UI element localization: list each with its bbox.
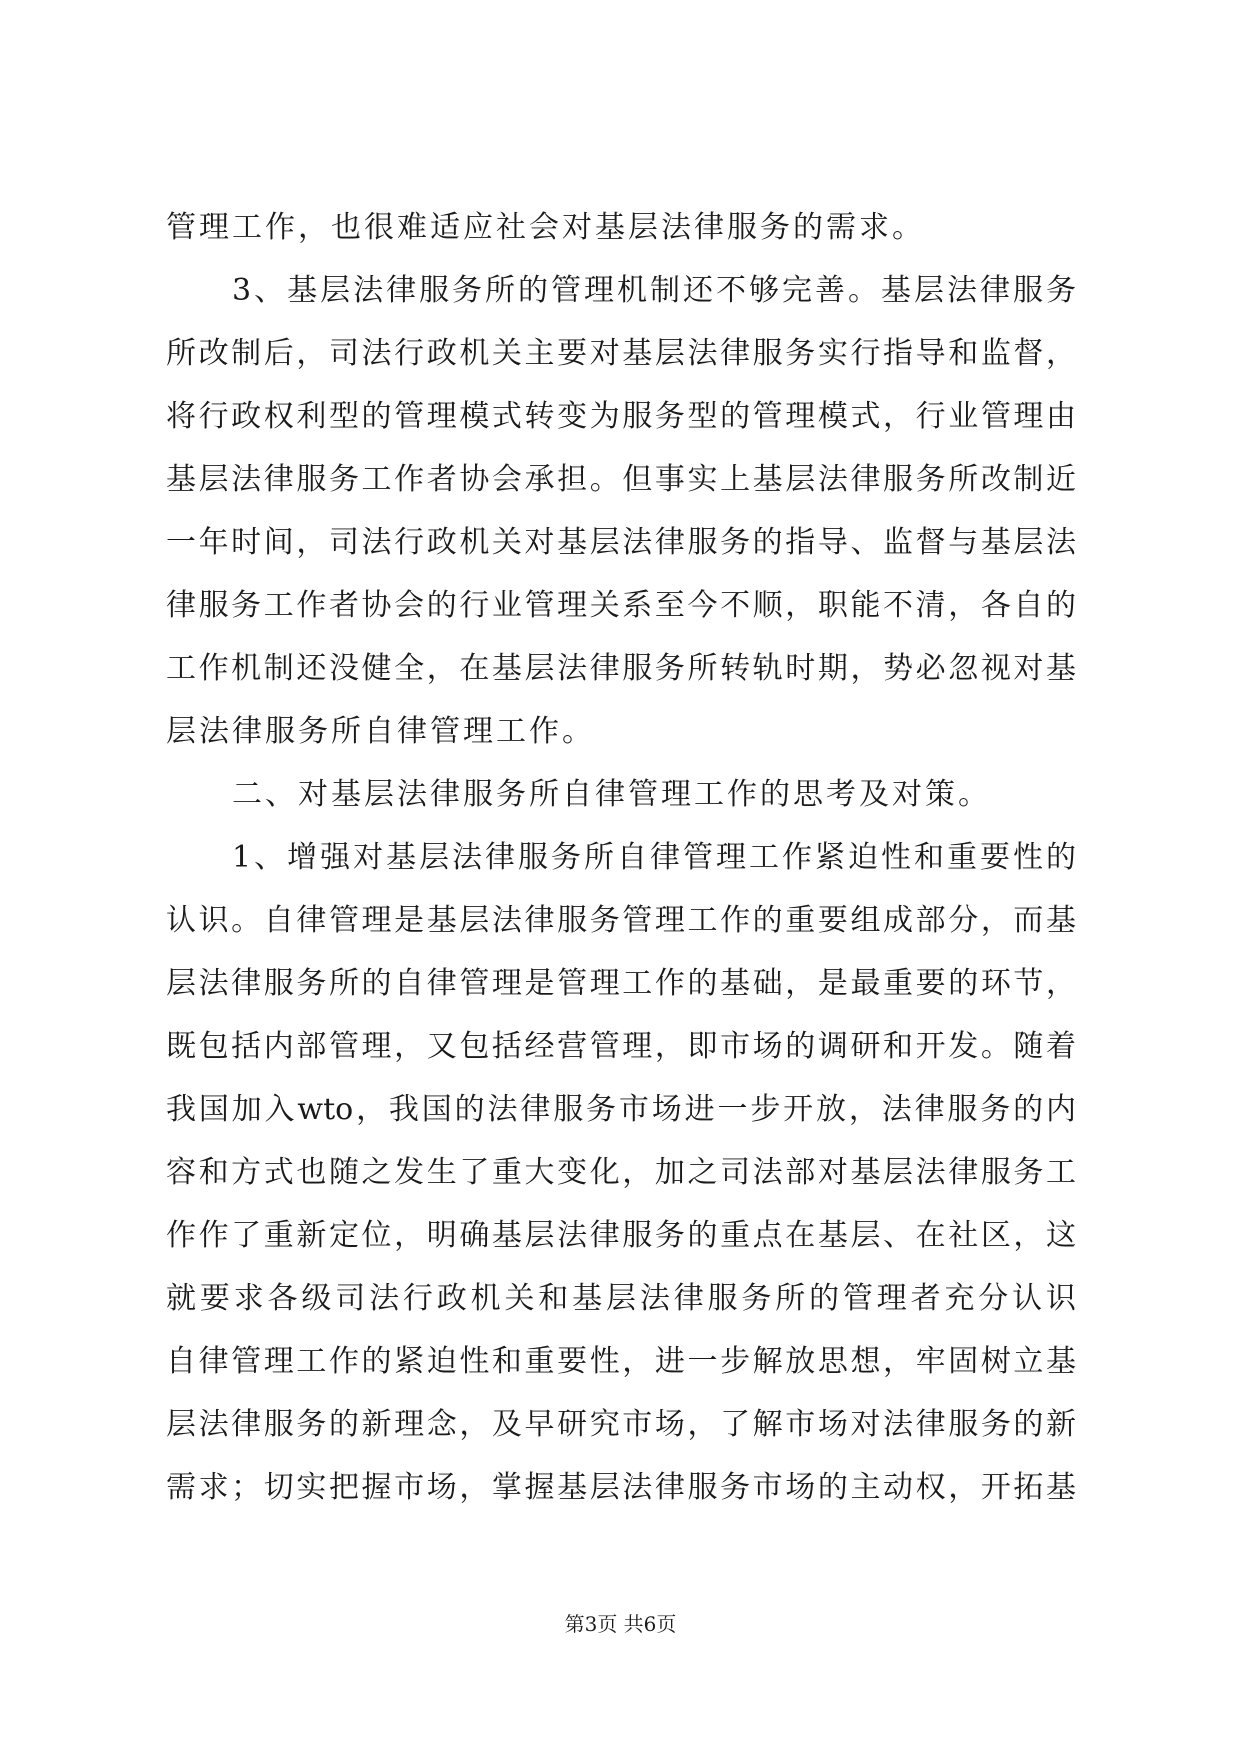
- text-line: 所改制后，司法行政机关主要对基层法律服务实行指导和监督，: [166, 336, 1076, 371]
- text-line: 自律管理工作的紧迫性和重要性，进一步解放思想，牢固树立基: [166, 1344, 1076, 1379]
- document-body: [166, 196, 1076, 1519]
- text-line: 认识。自律管理是基层法律服务管理工作的重要组成部分，而基: [166, 903, 1076, 938]
- text-line: 层法律服务的新理念，及早研究市场，了解市场对法律服务的新: [166, 1407, 1076, 1442]
- text-line: 我国加入wto，我国的法律服务市场进一步开放，法律服务的内: [166, 1092, 1076, 1127]
- section-heading: 二、对基层法律服务所自律管理工作的思考及对策。: [232, 777, 991, 812]
- text-line: 基层法律服务工作者协会承担。但事实上基层法律服务所改制近: [166, 462, 1076, 497]
- text-line: 律服务工作者协会的行业管理关系至今不顺，职能不清，各自的: [166, 588, 1076, 623]
- text-line: 就要求各级司法行政机关和基层法律服务所的管理者充分认识: [166, 1281, 1076, 1316]
- text-line: 层法律服务所自律管理工作。: [166, 714, 595, 749]
- paragraph-start-line: 3、基层法律服务所的管理机制还不够完善。基层法律服务: [232, 273, 1076, 308]
- text-line: 容和方式也随之发生了重大变化，加之司法部对基层法律服务工: [166, 1155, 1076, 1190]
- text-line: 作作了重新定位，明确基层法律服务的重点在基层、在社区，这: [166, 1218, 1076, 1253]
- paragraph-start-line: 1、增强对基层法律服务所自律管理工作紧迫性和重要性的: [232, 840, 1076, 875]
- text-line: 需求；切实把握市场，掌握基层法律服务市场的主动权，开拓基: [166, 1470, 1076, 1505]
- page-number: 第3页 共6页: [564, 1612, 677, 1636]
- text-line: 层法律服务所的自律管理是管理工作的基础，是最重要的环节，: [166, 966, 1076, 1001]
- text-line: 将行政权利型的管理模式转变为服务型的管理模式，行业管理由: [166, 399, 1076, 434]
- text-line: 一年时间，司法行政机关对基层法律服务的指导、监督与基层法: [166, 525, 1076, 560]
- text-line: 管理工作，也很难适应社会对基层法律服务的需求。: [166, 210, 925, 245]
- text-line: 既包括内部管理，又包括经营管理，即市场的调研和开发。随着: [166, 1029, 1076, 1064]
- text-line: 工作机制还没健全，在基层法律服务所转轨时期，势必忽视对基: [166, 651, 1076, 686]
